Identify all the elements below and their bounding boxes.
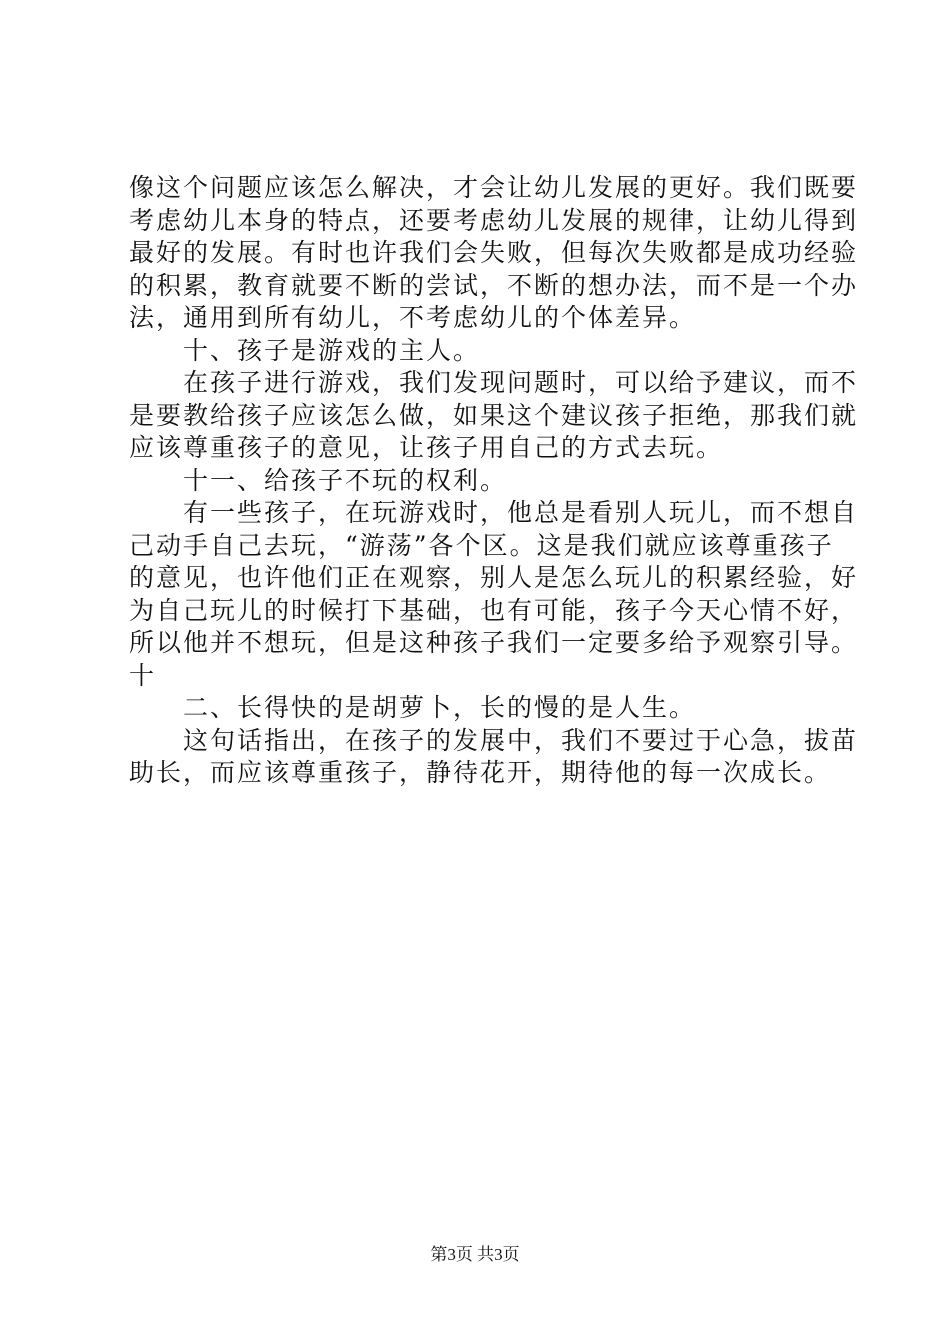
text-line: 十一、给孩子不玩的权利。	[183, 465, 508, 495]
document-body	[129, 172, 859, 790]
text-line: 十	[129, 660, 157, 690]
text-line: 的积累，教育就要不断的尝试，不断的想办法，而不是一个办	[129, 270, 859, 300]
text-line: 这句话指出，在孩子的发展中，我们不要过于心急，拔苗	[183, 725, 859, 755]
text-line: 在孩子进行游戏，我们发现问题时，可以给予建议，而不	[183, 368, 859, 397]
text-line: 为自己玩儿的时候打下基础，也有可能，孩子今天心情不好，	[129, 595, 859, 625]
text-line: 有一些孩子，在玩游戏时，他总是看别人玩儿，而不想自	[183, 498, 859, 527]
text-line: 己动手自己去玩，“游荡”各个区。这是我们就应该尊重孩子	[129, 530, 834, 560]
text-line: 最好的发展。有时也许我们会失败，但每次失败都是成功经验	[129, 238, 859, 267]
text-line: 十、孩子是游戏的主人。	[183, 335, 481, 365]
page-footer: 第3页 共3页	[430, 1245, 520, 1264]
text-line: 二、长得快的是胡萝卜，长的慢的是人生。	[183, 693, 697, 722]
text-line: 像这个问题应该怎么解决，才会让幼儿发展的更好。我们既要	[129, 173, 859, 202]
text-line: 所以他并不想玩，但是这种孩子我们一定要多给予观察引导。	[129, 628, 859, 657]
text-line: 法，通用到所有幼儿，不考虑幼儿的个体差异。	[129, 303, 697, 332]
text-line: 是要教给孩子应该怎么做，如果这个建议孩子拒绝，那我们就	[129, 400, 859, 430]
text-line: 应该尊重孩子的意见，让孩子用自己的方式去玩。	[129, 433, 724, 462]
text-line: 考虑幼儿本身的特点，还要考虑幼儿发展的规律，让幼儿得到	[129, 205, 859, 235]
text-line: 助长，而应该尊重孩子，静待花开，期待他的每一次成长。	[129, 758, 832, 787]
text-line: 的意见，也许他们正在观察，别人是怎么玩儿的积累经验，好	[129, 563, 859, 592]
